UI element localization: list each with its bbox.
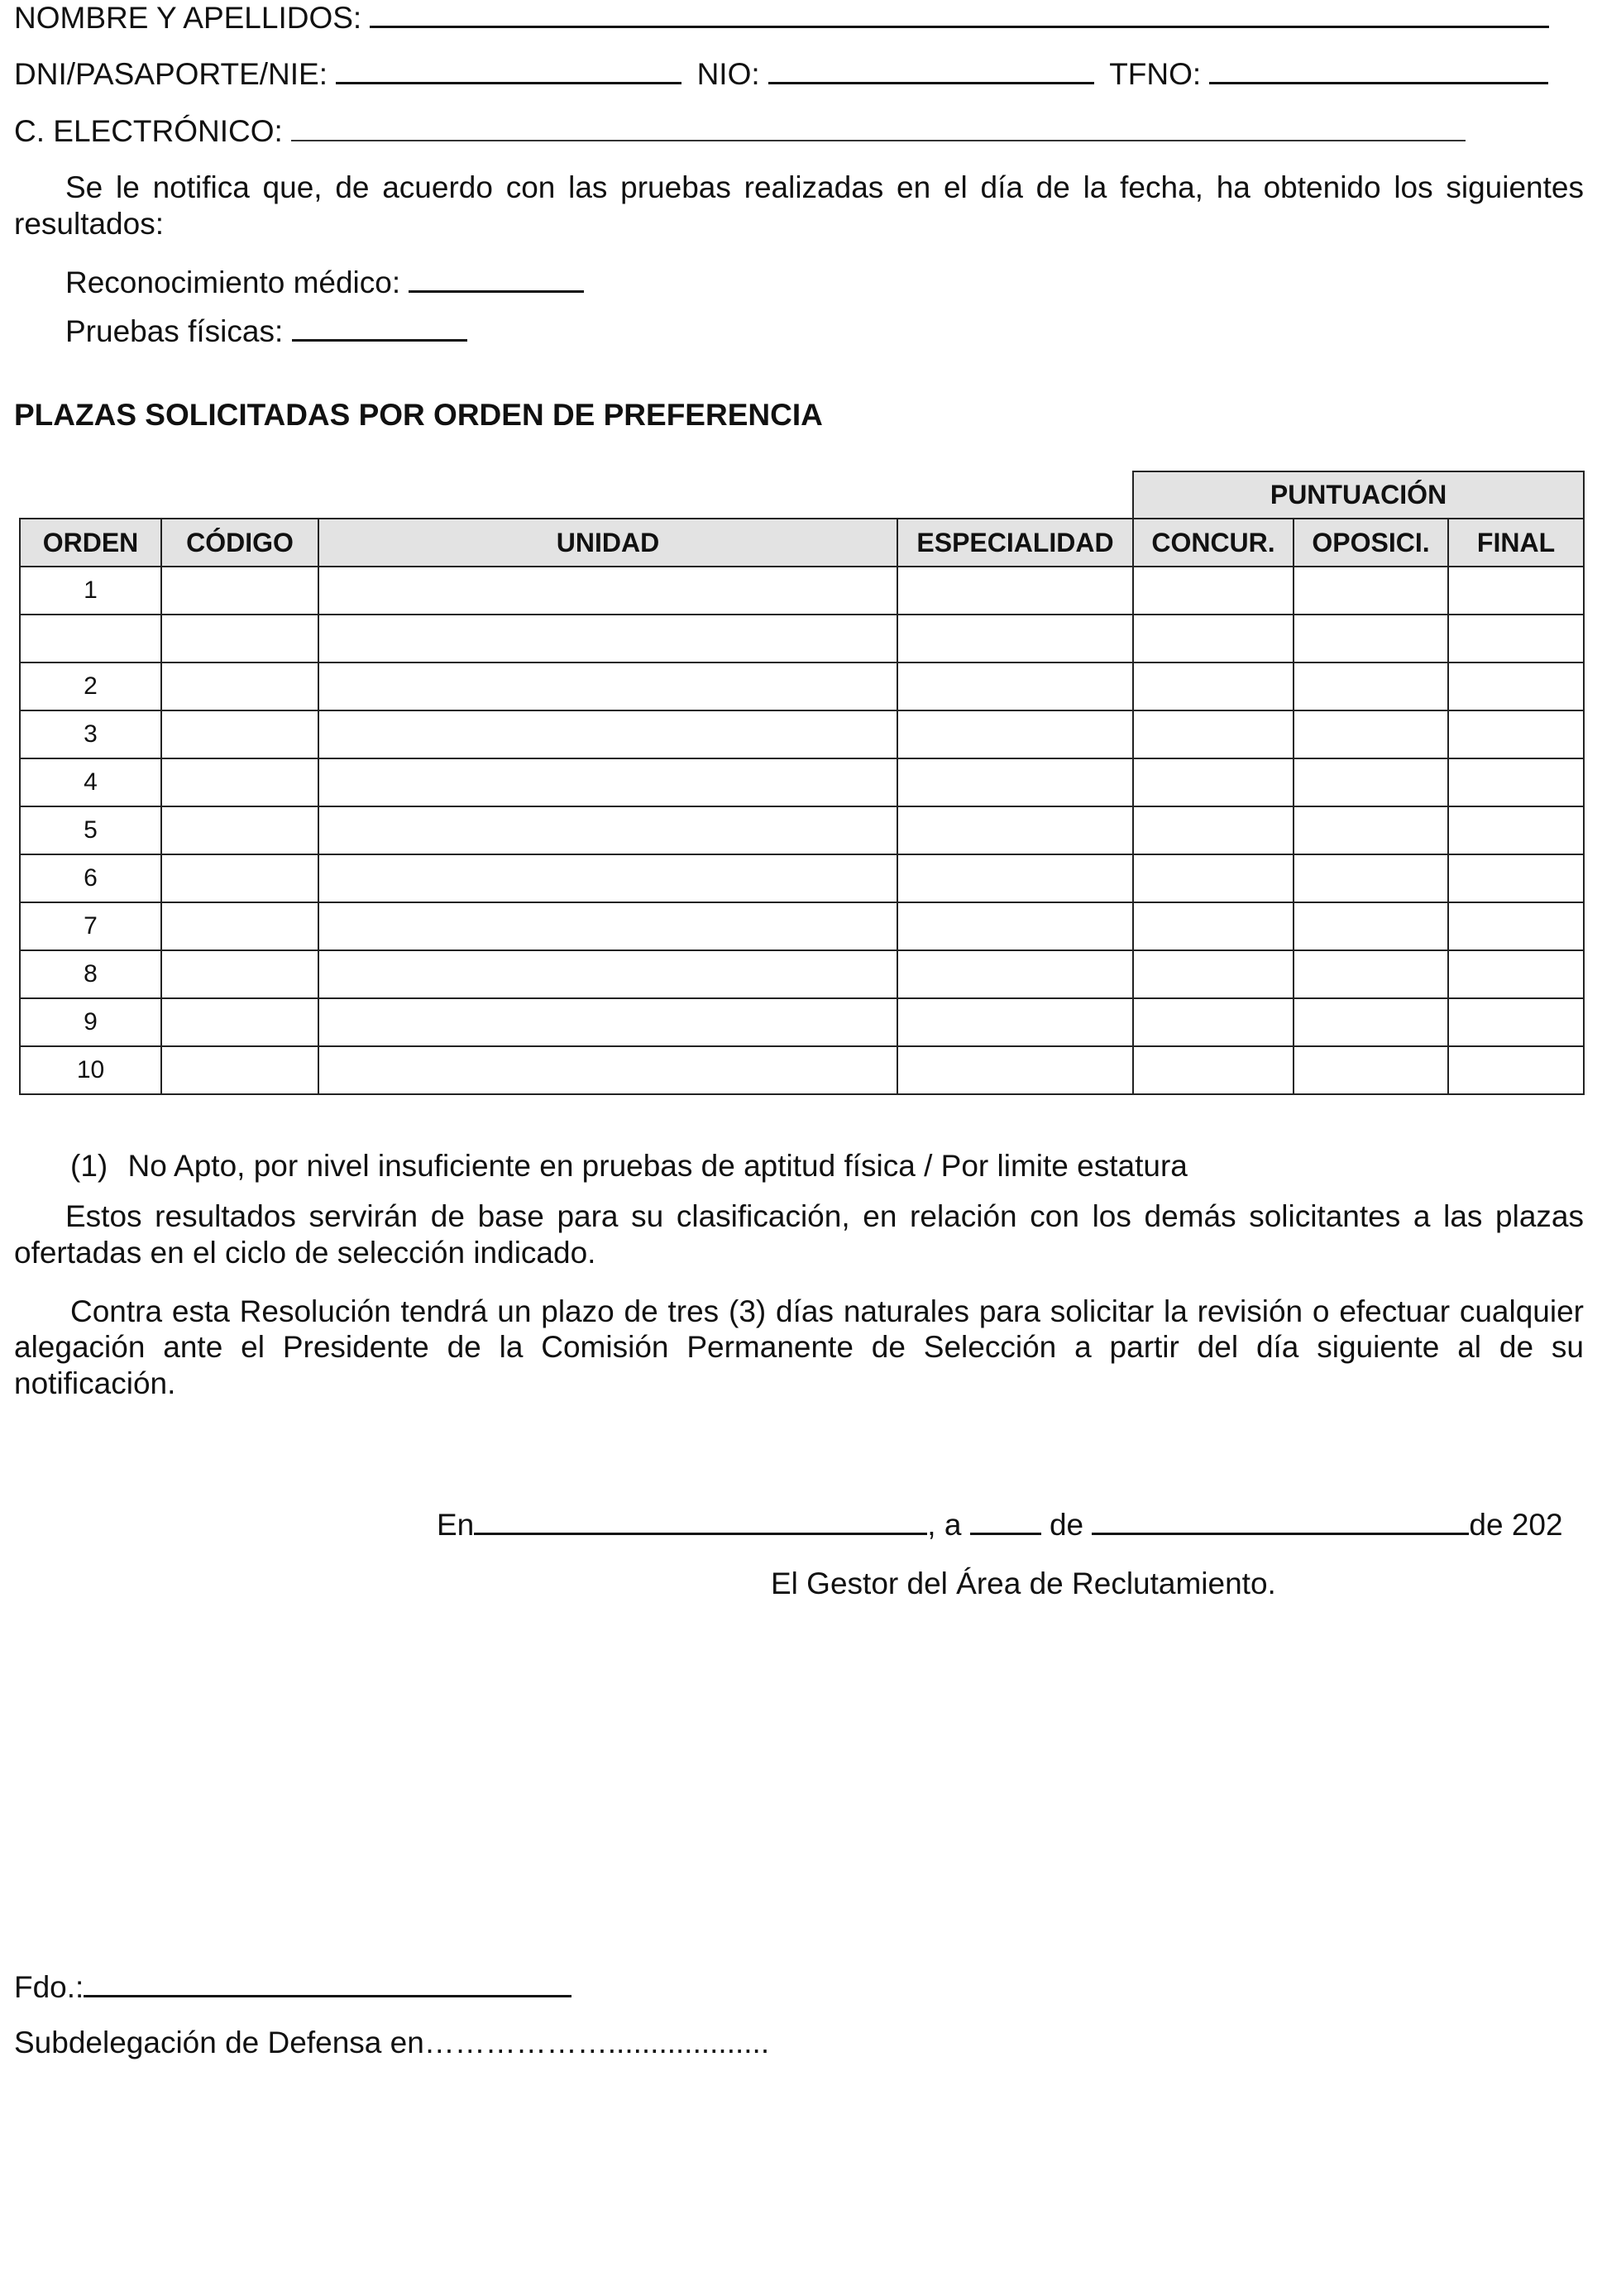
col-header-concur: CONCUR. xyxy=(1133,519,1294,567)
basis-paragraph: Estos resultados servirán de base para su clasificación, en relación con los demás solicitantes a las plazas ofertadas en el ciclo de selección indicado. xyxy=(14,1199,1584,1270)
cell-especialidad[interactable] xyxy=(897,806,1133,854)
cell-orden: 1 xyxy=(20,567,161,615)
cell-orden: 10 xyxy=(20,1046,161,1094)
nio-input-line[interactable] xyxy=(768,57,1094,84)
cell-codigo[interactable] xyxy=(161,710,318,758)
cell-unidad[interactable] xyxy=(318,758,897,806)
cell-oposici[interactable] xyxy=(1294,1046,1448,1094)
physical-row xyxy=(14,313,467,350)
month-input-line[interactable] xyxy=(1092,1508,1469,1535)
cell-especialidad[interactable] xyxy=(897,1046,1133,1094)
cell-concur[interactable] xyxy=(1133,615,1294,662)
email-field-row xyxy=(14,113,1466,150)
signature-input-line[interactable] xyxy=(84,1970,571,1997)
cell-orden: 5 xyxy=(20,806,161,854)
col-header-codigo: CÓDIGO xyxy=(161,519,318,567)
cell-orden: 3 xyxy=(20,710,161,758)
table-row xyxy=(20,950,1584,998)
table-row xyxy=(20,615,1584,662)
cell-concur[interactable] xyxy=(1133,854,1294,902)
cell-concur[interactable] xyxy=(1133,998,1294,1046)
preferences-table xyxy=(19,471,1585,1095)
gestor-title: El Gestor del Área de Reclutamiento. xyxy=(771,1567,1276,1600)
cell-codigo[interactable] xyxy=(161,567,318,615)
group-header-row xyxy=(20,471,1584,519)
cell-oposici[interactable] xyxy=(1294,615,1448,662)
cell-oposici[interactable] xyxy=(1294,567,1448,615)
cell-especialidad[interactable] xyxy=(897,902,1133,950)
cell-oposici[interactable] xyxy=(1294,950,1448,998)
year-label: de 202 xyxy=(1469,1508,1563,1542)
cell-orden: 7 xyxy=(20,902,161,950)
cell-final[interactable] xyxy=(1448,998,1584,1046)
tfno-label: TFNO: xyxy=(1109,57,1202,91)
cell-especialidad[interactable] xyxy=(897,854,1133,902)
email-input-line[interactable] xyxy=(291,115,1466,141)
place-input-line[interactable] xyxy=(474,1508,927,1535)
cell-especialidad[interactable] xyxy=(897,567,1133,615)
cell-unidad[interactable] xyxy=(318,710,897,758)
cell-unidad[interactable] xyxy=(318,854,897,902)
physical-result-line[interactable] xyxy=(292,314,467,342)
footnote-text: No Apto, por nivel insuficiente en pruebas de aptitud física / Por limite estatura xyxy=(127,1149,1188,1183)
col-header-unidad: UNIDAD xyxy=(318,519,897,567)
cell-especialidad[interactable] xyxy=(897,950,1133,998)
cell-final[interactable] xyxy=(1448,662,1584,710)
medical-result-line[interactable] xyxy=(409,265,584,293)
de-label: de xyxy=(1049,1508,1084,1542)
footnote xyxy=(70,1148,1188,1184)
table-row xyxy=(20,662,1584,710)
cell-final[interactable] xyxy=(1448,950,1584,998)
cell-orden: 6 xyxy=(20,854,161,902)
signature-row xyxy=(14,1969,571,2006)
dni-input-line[interactable] xyxy=(336,57,681,84)
cell-codigo[interactable] xyxy=(161,902,318,950)
place-date-row xyxy=(437,1507,1563,1543)
cell-concur[interactable] xyxy=(1133,567,1294,615)
col-header-final: FINAL xyxy=(1448,519,1584,567)
table-row xyxy=(20,758,1584,806)
table-row xyxy=(20,567,1584,615)
cell-unidad[interactable] xyxy=(318,998,897,1046)
cell-codigo[interactable] xyxy=(161,758,318,806)
cell-orden xyxy=(20,615,161,662)
id-field-row xyxy=(14,56,1548,93)
cell-unidad[interactable] xyxy=(318,806,897,854)
table-row xyxy=(20,806,1584,854)
cell-especialidad[interactable] xyxy=(897,615,1133,662)
notice-paragraph: Se le notifica que, de acuerdo con las pruebas realizadas en el día de la fecha, ha obtenido los siguientes resultados: xyxy=(14,170,1584,242)
name-field-row xyxy=(14,0,1549,36)
table-row xyxy=(20,1046,1584,1094)
cell-unidad[interactable] xyxy=(318,902,897,950)
medical-row xyxy=(14,265,584,301)
subdelegacion-line: Subdelegación de Defensa en………………................... xyxy=(14,2026,770,2059)
en-label: En xyxy=(437,1508,475,1542)
cell-codigo[interactable] xyxy=(161,854,318,902)
col-header-oposici: OPOSICI. xyxy=(1294,519,1448,567)
email-label: C. ELECTRÓNICO: xyxy=(14,114,283,148)
footnote-marker: (1) xyxy=(70,1149,108,1183)
tfno-input-line[interactable] xyxy=(1209,57,1548,84)
puntuacion-header: PUNTUACIÓN xyxy=(1133,471,1584,519)
cell-concur[interactable] xyxy=(1133,710,1294,758)
cell-especialidad[interactable] xyxy=(897,758,1133,806)
cell-especialidad[interactable] xyxy=(897,710,1133,758)
cell-oposici[interactable] xyxy=(1294,806,1448,854)
cell-concur[interactable] xyxy=(1133,662,1294,710)
appeal-paragraph: Contra esta Resolución tendrá un plazo de tres (3) días naturales para solicitar la revisión o efectuar cualquier alegación ante el Presidente de la Comisión Permanente de Selección a partir del día siguiente al de su notificación. xyxy=(14,1294,1584,1400)
cell-final[interactable] xyxy=(1448,567,1584,615)
cell-concur[interactable] xyxy=(1133,902,1294,950)
name-input-line[interactable] xyxy=(370,1,1549,28)
cell-orden: 2 xyxy=(20,662,161,710)
cell-oposici[interactable] xyxy=(1294,902,1448,950)
cell-final[interactable] xyxy=(1448,902,1584,950)
cell-unidad[interactable] xyxy=(318,950,897,998)
nio-label: NIO: xyxy=(696,57,760,91)
day-input-line[interactable] xyxy=(970,1508,1041,1535)
physical-label: Pruebas físicas: xyxy=(65,314,284,348)
dni-label: DNI/PASAPORTE/NIE: xyxy=(14,57,328,91)
cell-codigo[interactable] xyxy=(161,1046,318,1094)
cell-oposici[interactable] xyxy=(1294,758,1448,806)
table-row xyxy=(20,998,1584,1046)
cell-orden: 9 xyxy=(20,998,161,1046)
cell-final[interactable] xyxy=(1448,806,1584,854)
cell-oposici[interactable] xyxy=(1294,662,1448,710)
cell-unidad[interactable] xyxy=(318,615,897,662)
cell-codigo[interactable] xyxy=(161,615,318,662)
cell-codigo[interactable] xyxy=(161,662,318,710)
section-title: PLAZAS SOLICITADAS POR ORDEN DE PREFERENCIA xyxy=(14,398,823,432)
col-header-orden: ORDEN xyxy=(20,519,161,567)
cell-unidad[interactable] xyxy=(318,567,897,615)
cell-concur[interactable] xyxy=(1133,806,1294,854)
cell-concur[interactable] xyxy=(1133,1046,1294,1094)
cell-oposici[interactable] xyxy=(1294,998,1448,1046)
medical-label: Reconocimiento médico: xyxy=(65,265,401,299)
cell-codigo[interactable] xyxy=(161,998,318,1046)
cell-final[interactable] xyxy=(1448,758,1584,806)
table-row xyxy=(20,854,1584,902)
cell-final[interactable] xyxy=(1448,1046,1584,1094)
cell-codigo[interactable] xyxy=(161,806,318,854)
cell-orden: 8 xyxy=(20,950,161,998)
table-row xyxy=(20,902,1584,950)
a-label: , a xyxy=(927,1508,962,1542)
column-header-row xyxy=(20,519,1584,567)
cell-final[interactable] xyxy=(1448,615,1584,662)
cell-final[interactable] xyxy=(1448,710,1584,758)
cell-especialidad[interactable] xyxy=(897,998,1133,1046)
col-header-especialidad: ESPECIALIDAD xyxy=(897,519,1133,567)
name-label: NOMBRE Y APELLIDOS: xyxy=(14,1,362,35)
table-row xyxy=(20,710,1584,758)
cell-oposici[interactable] xyxy=(1294,854,1448,902)
cell-especialidad[interactable] xyxy=(897,662,1133,710)
cell-concur[interactable] xyxy=(1133,758,1294,806)
cell-unidad[interactable] xyxy=(318,1046,897,1094)
cell-codigo[interactable] xyxy=(161,950,318,998)
table-body xyxy=(20,567,1584,1094)
empty-header-space xyxy=(20,471,1133,519)
cell-orden: 4 xyxy=(20,758,161,806)
cell-concur[interactable] xyxy=(1133,950,1294,998)
cell-oposici[interactable] xyxy=(1294,710,1448,758)
cell-final[interactable] xyxy=(1448,854,1584,902)
fdo-label: Fdo.: xyxy=(14,1970,84,2004)
cell-unidad[interactable] xyxy=(318,662,897,710)
